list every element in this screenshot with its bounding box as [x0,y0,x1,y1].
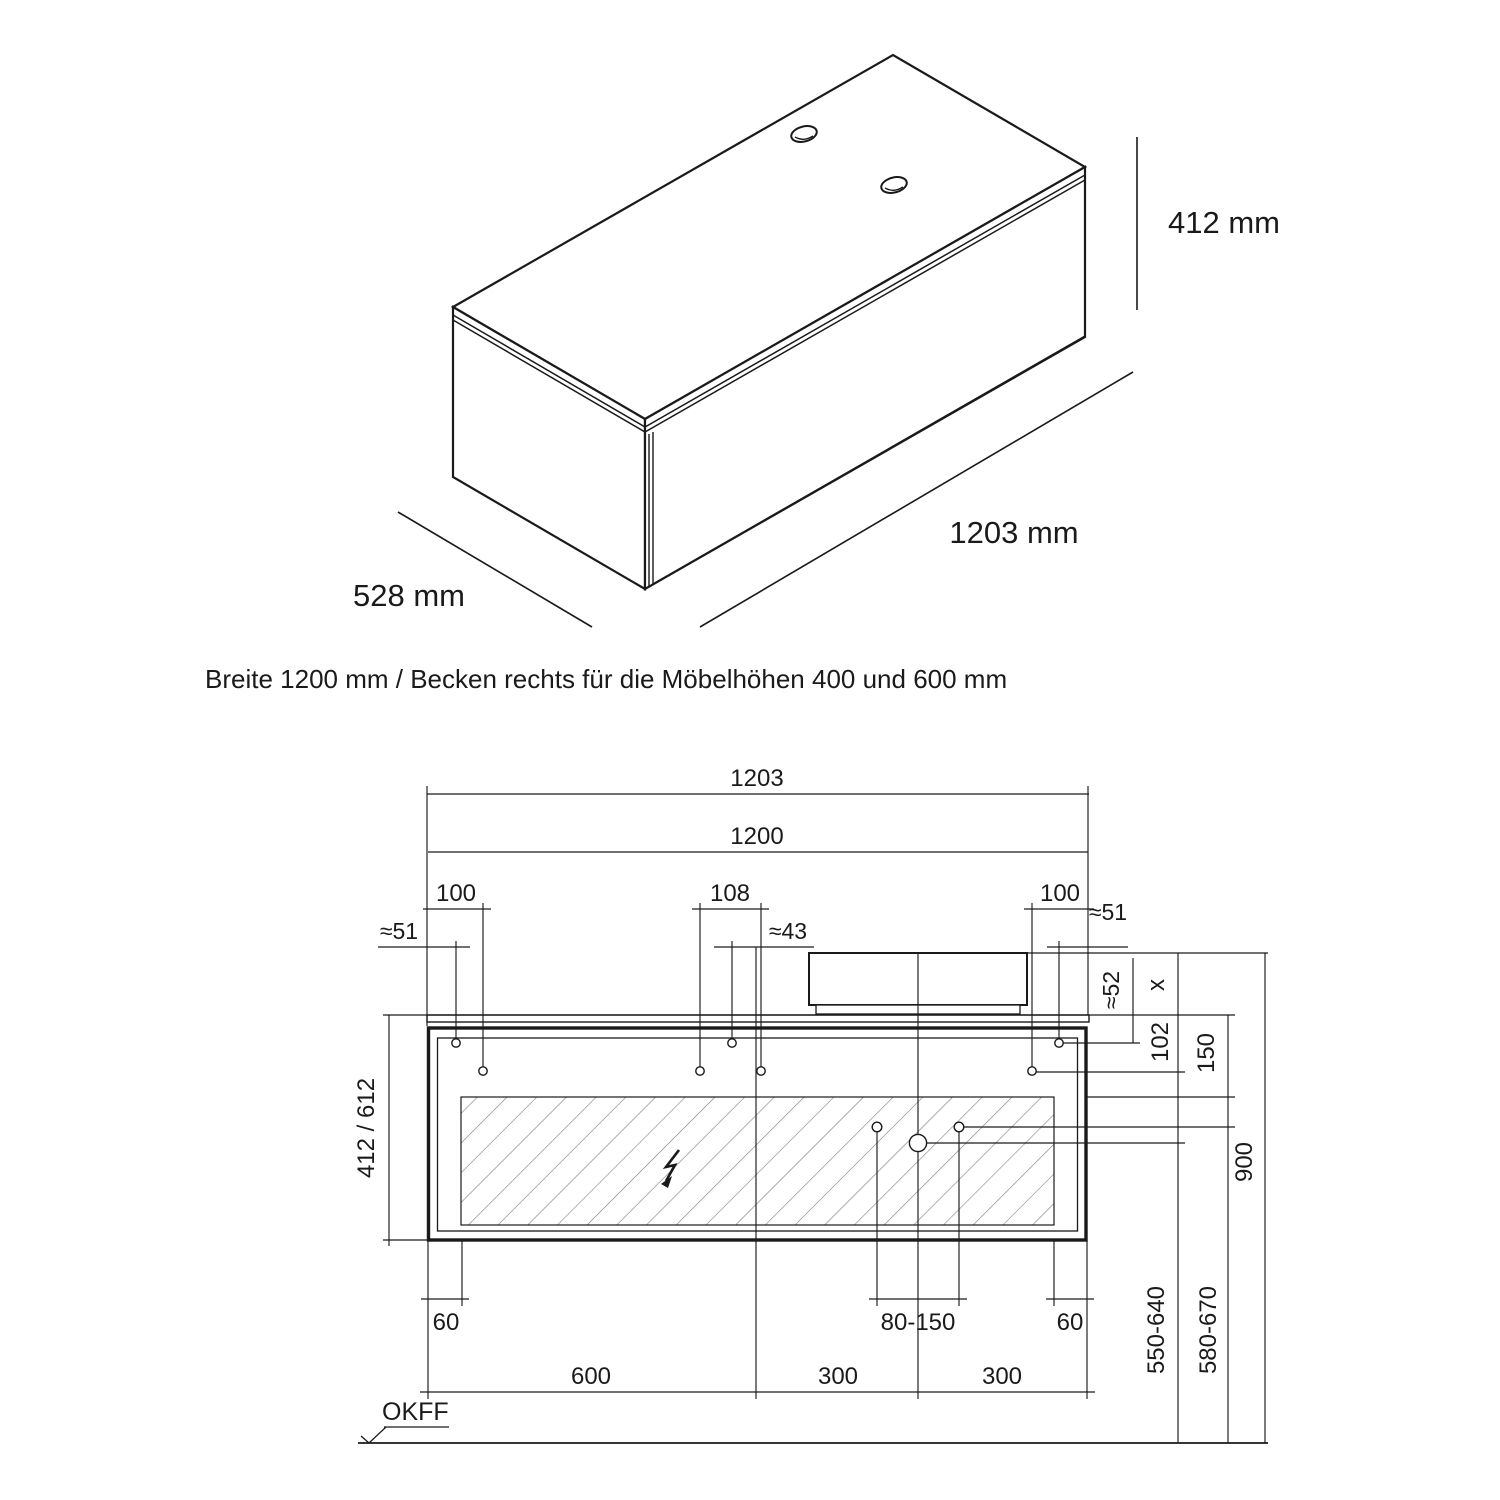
drain-connection [909,1134,926,1151]
iso-height-label: 412 mm [1168,205,1280,240]
datum-label: OKFF [382,1398,449,1426]
water-valve-connection [954,1122,964,1132]
dim-cabinet-height: 412 / 612 [353,1077,380,1179]
dim-inset-right: 60 [1056,1309,1084,1336]
dim-inset-left: 60 [432,1309,460,1336]
dim-segment-middle: 300 [817,1363,859,1390]
iso-depth-label: 528 mm [353,578,465,613]
dim-hole-offset-right: 100 [1039,880,1081,907]
dim-cabinet-width: 1200 [730,823,784,850]
dim-hole-spacing-middle: 108 [709,880,751,907]
dim-upper-hole-left: ≈51 [379,918,419,944]
datum-level-icon [361,1427,386,1443]
dim-segment-right: 300 [981,1363,1023,1390]
dim-basin-height: x [1143,979,1170,991]
dim-top-to-lower-holes: 102 [1147,1021,1174,1063]
dim-drain-span: 80-150 [880,1309,956,1336]
dim-top-to-interior: 150 [1193,1032,1220,1074]
iso-view [353,55,1280,627]
worktop [427,1015,1089,1022]
dim-floor-to-drain: 550-640 [1143,1285,1170,1375]
elevation-structure [427,953,1089,1240]
front-elevation [353,765,1268,1443]
mounting-hole [728,1039,736,1047]
mounting-hole [479,1067,487,1075]
mounting-hole [696,1067,704,1075]
dim-segment-left: 600 [570,1363,612,1390]
dim-top-to-upper-holes: ≈52 [1098,970,1124,1010]
dim-upper-hole-middle: ≈43 [768,918,808,944]
dim-hole-offset-left: 100 [435,880,477,907]
interior-clearance-hatch [461,1097,1054,1225]
water-valve-connection [872,1122,882,1132]
dim-floor-to-valves: 580-670 [1195,1285,1222,1375]
caption: Breite 1200 mm / Becken rechts für die Möbelhöhen 400 und 600 mm [205,664,1008,694]
iso-length-label: 1203 mm [949,515,1079,550]
iso-cabinet [453,55,1085,589]
dim-floor-to-rim: 900 [1231,1141,1258,1183]
dim-upper-hole-right: ≈51 [1088,899,1128,925]
dim-overall-width: 1203 [730,765,784,792]
mounting-hole [1028,1067,1036,1075]
mounting-hole [1055,1039,1063,1047]
mounting-hole [452,1039,460,1047]
mounting-hole [757,1067,765,1075]
